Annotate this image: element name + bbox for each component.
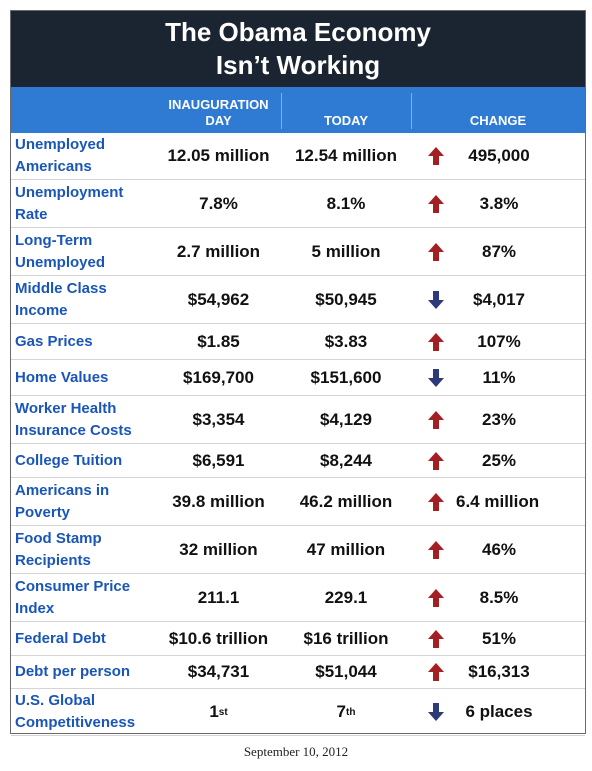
arrow-up-icon <box>421 180 451 227</box>
inauguration-value <box>156 360 281 395</box>
header-change-label: CHANGE <box>469 113 527 128</box>
change-value: 495,000 <box>468 146 530 165</box>
row-label: Gas Prices <box>15 332 93 350</box>
inauguration-value <box>156 656 281 688</box>
header-inauguration-line1: INAUGURATION <box>168 97 269 112</box>
table-row <box>11 526 585 574</box>
today-value <box>281 478 411 525</box>
table-row <box>11 622 585 656</box>
inauguration-value <box>156 526 281 573</box>
row-label: Long-Term Unemployed <box>15 231 106 271</box>
header-today <box>281 87 411 133</box>
arrow-up-icon <box>421 478 451 525</box>
table-row <box>11 133 585 180</box>
table-row <box>11 396 585 444</box>
today-value <box>281 228 411 275</box>
today-value <box>281 622 411 655</box>
arrow-down-icon <box>421 689 451 735</box>
column-header-bar <box>11 87 585 133</box>
infographic-frame <box>10 10 586 734</box>
today-value <box>281 689 411 735</box>
table-row <box>11 656 585 689</box>
arrow-up-icon <box>421 444 451 477</box>
arrow-up-icon <box>421 622 451 655</box>
today-value <box>281 324 411 359</box>
inauguration-value-text: 2.7 million <box>176 241 261 261</box>
inauguration-value-text: $10.6 trillion <box>168 628 269 648</box>
today-value-text: 5 million <box>311 241 381 261</box>
today-value <box>281 396 411 443</box>
row-label: Federal Debt <box>15 629 106 647</box>
table-row <box>11 324 585 360</box>
today-value-text: 229.1 <box>324 587 368 607</box>
ordinal-suffix: th <box>346 706 356 718</box>
change-value: 87% <box>481 241 517 261</box>
today-value-text: 12.54 million <box>294 146 398 165</box>
inauguration-value-text: 1 <box>209 702 219 721</box>
row-label: Home Values <box>15 368 109 386</box>
today-value <box>281 444 411 477</box>
table-row <box>11 276 585 324</box>
today-value-text: $151,600 <box>310 367 382 387</box>
change-value: 11% <box>482 367 516 387</box>
title-line-1: The Obama Economy <box>165 17 431 47</box>
change-value: 6.4 million <box>456 491 540 511</box>
arrow-down-icon <box>421 276 451 323</box>
date-footer: September 10, 2012 <box>243 744 349 759</box>
table-row <box>11 180 585 228</box>
table-row <box>11 228 585 276</box>
inauguration-value <box>156 133 281 179</box>
inauguration-value-text: $6,591 <box>192 450 245 470</box>
header-today-label: TODAY <box>323 113 369 128</box>
today-value-text: 46.2 million <box>299 491 393 511</box>
inauguration-value-text: $34,731 <box>187 662 250 681</box>
row-label: U.S. Global Competitiveness <box>15 692 136 731</box>
today-value <box>281 276 411 323</box>
table-row <box>11 478 585 526</box>
change-value: $4,017 <box>473 289 525 309</box>
today-value-text: 47 million <box>306 539 386 559</box>
inauguration-value-text: $54,962 <box>187 289 250 309</box>
change-value: $16,313 <box>468 662 530 681</box>
arrow-up-icon <box>421 526 451 573</box>
inauguration-value <box>156 622 281 655</box>
today-value-text: 7 <box>336 702 346 721</box>
inauguration-value-text: 32 million <box>179 539 258 559</box>
ordinal-suffix: st <box>218 706 228 718</box>
arrow-up-icon <box>421 324 451 359</box>
header-inauguration-line2: DAY <box>205 113 232 128</box>
table-row <box>11 689 585 736</box>
arrow-up-icon <box>421 574 451 621</box>
today-value-text: 8.1% <box>326 193 366 213</box>
row-label: Debt per person <box>15 663 131 680</box>
data-table <box>11 133 585 736</box>
inauguration-value <box>156 228 281 275</box>
row-label: Food Stamp Recipients <box>15 529 102 569</box>
change-value: 23% <box>481 409 517 429</box>
row-label: Worker Health Insurance Costs <box>15 399 132 439</box>
inauguration-value-text: 39.8 million <box>172 491 265 511</box>
today-value <box>281 656 411 688</box>
table-row <box>11 360 585 396</box>
title-line-2: Isn’t Working <box>215 50 381 80</box>
today-value-text: $8,244 <box>320 450 372 470</box>
today-value-text: $4,129 <box>320 409 372 429</box>
change-value: 3.8% <box>479 193 519 213</box>
change-value: 6 places <box>465 702 533 721</box>
row-label: College Tuition <box>15 451 123 469</box>
today-value <box>281 133 411 179</box>
change-value: 51% <box>481 628 517 648</box>
arrow-up-icon <box>421 133 451 179</box>
inauguration-value-text: 211.1 <box>197 587 240 607</box>
arrow-up-icon <box>421 396 451 443</box>
row-label: Middle Class Income <box>15 279 107 319</box>
inauguration-value <box>156 180 281 227</box>
row-label: Consumer Price Index <box>15 577 131 617</box>
header-change <box>411 87 585 133</box>
change-value: 46% <box>481 539 517 559</box>
inauguration-value <box>156 276 281 323</box>
inauguration-value-text: $3,354 <box>192 409 245 429</box>
inauguration-value <box>156 324 281 359</box>
row-label: Unemployed Americans <box>15 136 106 175</box>
inauguration-value-text: $1.85 <box>197 331 240 351</box>
inauguration-value <box>156 396 281 443</box>
today-value-text: $3.83 <box>324 331 368 351</box>
today-value-text: $51,044 <box>315 662 377 681</box>
inauguration-value <box>156 574 281 621</box>
change-value: 8.5% <box>479 587 519 607</box>
today-value <box>281 360 411 395</box>
inauguration-value-text: 12.05 million <box>167 146 270 165</box>
inauguration-value <box>156 478 281 525</box>
row-label: Unemployment Rate <box>15 183 124 223</box>
inauguration-value <box>156 689 281 735</box>
arrow-down-icon <box>421 360 451 395</box>
today-value <box>281 574 411 621</box>
header-inauguration-day <box>156 87 281 133</box>
inauguration-value-text: 7.8% <box>199 193 238 213</box>
change-value: 25% <box>481 450 517 470</box>
today-value-text: $16 trillion <box>303 628 389 648</box>
table-row <box>11 574 585 622</box>
inauguration-value-text: $169,700 <box>183 367 254 387</box>
inauguration-value <box>156 444 281 477</box>
table-row <box>11 444 585 478</box>
page-title <box>11 11 585 87</box>
row-label: Americans in Poverty <box>15 481 110 521</box>
arrow-up-icon <box>421 656 451 688</box>
today-value <box>281 526 411 573</box>
arrow-up-icon <box>421 228 451 275</box>
today-value <box>281 180 411 227</box>
today-value-text: $50,945 <box>315 289 377 309</box>
change-value: 107% <box>477 331 521 351</box>
